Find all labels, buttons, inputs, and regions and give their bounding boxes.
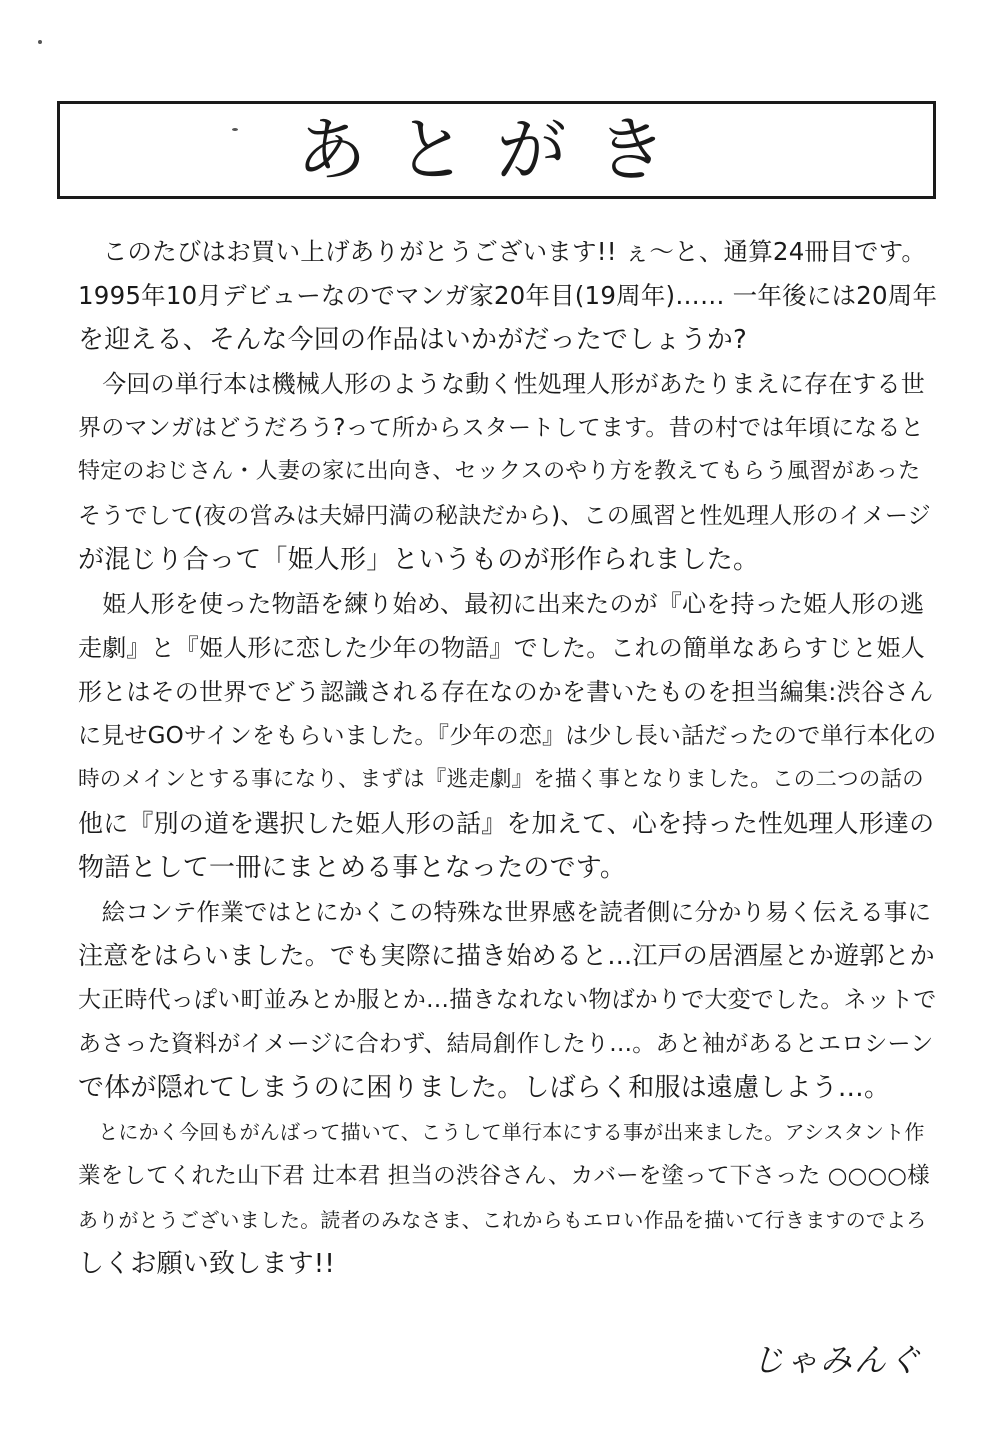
text-line: とにかく今回もがんばって描いて、こうして単行本にする事が出来ました。アシスタント作	[78, 1120, 925, 1144]
text-line: あさった資料がイメージに合わず、結局創作したり…。あと袖があるとエロシーン	[78, 1031, 934, 1057]
text-line: 注意をはらいました。でも実際に描き始めると…江戸の居酒屋とか遊郭とか	[78, 941, 935, 970]
text-line: 今回の単行本は機械人形のような動く性処理人形があたりまえに存在する世	[78, 370, 925, 398]
text-line: しくお願い致します!!	[78, 1249, 336, 1279]
stray-mark	[38, 40, 42, 44]
text-line: 特定のおじさん・人妻の家に出向き、セックスのやり方を教えてもらう風習があった	[78, 459, 921, 484]
title-frame	[57, 101, 936, 199]
author-signature: じゃみんぐ	[752, 1341, 923, 1379]
text-line: 絵コンテ作業ではとにかくこの特殊な世界感を読者側に分かり易く伝える事に	[78, 898, 932, 926]
text-line: 形とはその世界でどう認識される存在なのかを書いたものを担当編集:渋谷さん	[78, 678, 934, 706]
text-line: を迎える、そんな今回の作品はいかがだったでしょうか?	[78, 325, 748, 355]
text-line: そうでして(夜の営みは夫婦円満の秘訣だから)、この風習と性処理人形のイメージ	[78, 503, 931, 529]
text-line: 界のマンガはどうだろう?って所からスタートしてます。昔の村では年頃になると	[78, 415, 924, 441]
text-line: 1995年10月デビューなのでマンガ家20年目(19周年)…… 一年後には20周年	[78, 281, 938, 310]
text-line: で体が隠れてしまうのに困りました。しばらく和服は遠慮しよう…。	[78, 1073, 891, 1103]
text-line: 物語として一冊にまとめる事となったのです。	[78, 853, 627, 883]
page-title: あとがき	[296, 109, 697, 191]
text-line: 姫人形を使った物語を練り始め、最初に出来たのが『心を持った姫人形の逃	[78, 590, 925, 618]
text-line: 業をしてくれた山下君 辻本君 担当の渋谷さん、カバーを塗って下さった ○○○○様	[78, 1163, 930, 1189]
text-line: 時のメインとする事になり、まずは『逃走劇』を描く事となりました。この二つの話の	[78, 767, 924, 792]
afterword-body	[78, 230, 938, 1286]
text-line: が混じり合って「姫人形」というものが形作られました。	[78, 545, 760, 575]
text-line: 走劇』と『姫人形に恋した少年の物語』でした。これの簡単なあらすじと姫人	[78, 634, 925, 662]
text-line: このたびはお買い上げありがとうございます!! ぇ〜と、通算24冊目です。	[78, 237, 927, 266]
text-line: に見せGOサインをもらいました。『少年の恋』は少し長い話だったので単行本化の	[78, 723, 937, 749]
text-line: 大正時代っぽい町並みとか服とか…描きなれない物ばかりで大変でした。ネットで	[78, 987, 937, 1013]
text-line: ありがとうございました。読者のみなさま、これからもエロい作品を描いて行きますのでよろ	[78, 1208, 927, 1232]
text-line: 他に『別の道を選択した姫人形の話』を加えて、心を持った性処理人形達の	[78, 809, 935, 838]
